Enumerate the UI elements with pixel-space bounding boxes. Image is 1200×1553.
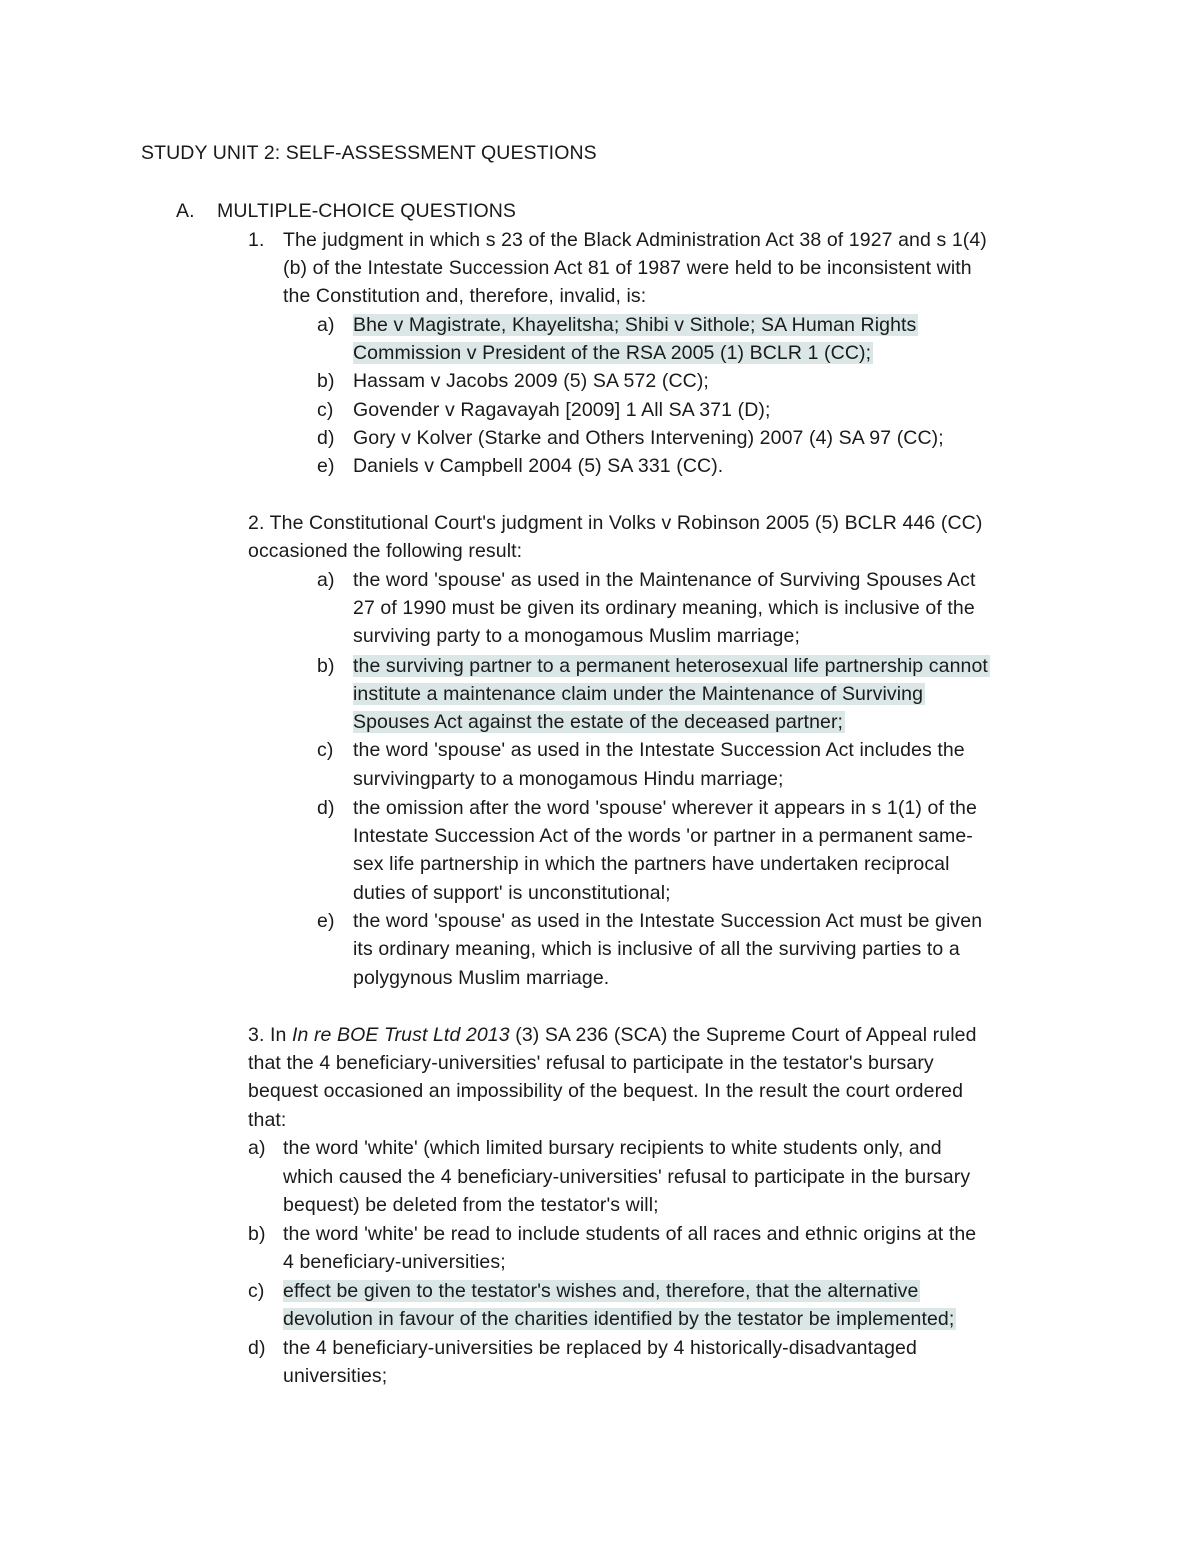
q1-option-a-line xyxy=(353,339,873,367)
q2-option-c-line: the word 'spouse' as used in the Intestate Succession Act includes the xyxy=(353,739,965,761)
q1-option-c-line: Govender v Ragavayah [2009] 1 All SA 371 (D); xyxy=(353,399,771,421)
q3-option-a-line: which caused the 4 beneficiary-universities' refusal to participate in the bursary xyxy=(283,1166,971,1188)
q2-option-d-line: the omission after the word 'spouse' wherever it appears in s 1(1) of the xyxy=(353,797,977,819)
q2-text-line: 2. The Constitutional Court's judgment in Volks v Robinson 2005 (5) BCLR 446 (CC) xyxy=(248,512,983,534)
q2-option-d-line: duties of support' is unconstitutional; xyxy=(353,882,671,904)
q3-option-a-line: the word 'white' (which limited bursary recipients to white students only, and xyxy=(283,1137,942,1159)
q3-text-line: bequest occasioned an impossibility of the bequest. In the result the court ordered xyxy=(248,1080,964,1102)
q3-prefix: 3. In xyxy=(248,1024,292,1046)
q3-option-b-marker: b) xyxy=(248,1223,266,1245)
page-title: STUDY UNIT 2: SELF-ASSESSMENT QUESTIONS xyxy=(141,142,597,164)
q2-option-a-marker: a) xyxy=(317,569,335,591)
q2-option-b-marker: b) xyxy=(317,655,335,677)
q3-option-a-line: bequest) be deleted from the testator's will; xyxy=(283,1194,659,1216)
section-marker: A. xyxy=(176,200,195,222)
q2-option-b-line xyxy=(353,652,990,680)
q1-option-a-line xyxy=(353,311,918,339)
q3-option-c-marker: c) xyxy=(248,1280,265,1302)
q3-text-line xyxy=(248,1021,977,1049)
q3-option-d-marker: d) xyxy=(248,1337,266,1359)
q1-option-c-marker: c) xyxy=(317,399,334,421)
q1-option-e-line: Daniels v Campbell 2004 (5) SA 331 (CC). xyxy=(353,455,724,477)
answer-highlight: effect be given to the testator's wishes and, therefore, that the alternative xyxy=(283,1280,919,1302)
q3-case-name: In re BOE Trust Ltd 2013 xyxy=(291,1024,510,1046)
answer-highlight: Bhe v Magistrate, Khayelitsha; Shibi v Sithole; SA Human Rights xyxy=(353,314,917,336)
q2-text-line: occasioned the following result: xyxy=(248,540,523,562)
q1-option-d-marker: d) xyxy=(317,427,335,449)
section-title: MULTIPLE-CHOICE QUESTIONS xyxy=(217,200,517,222)
q1-option-a-marker: a) xyxy=(317,314,335,336)
q2-option-a-line: the word 'spouse' as used in the Maintenance of Surviving Spouses Act xyxy=(353,569,976,591)
q1-text-line: (b) of the Intestate Succession Act 81 of 1987 were held to be inconsistent with xyxy=(283,257,972,279)
q2-option-b-line xyxy=(353,680,925,708)
answer-highlight: Commission v President of the RSA 2005 (1) BCLR 1 (CC); xyxy=(353,342,872,364)
q1-text-line: The judgment in which s 23 of the Black Administration Act 38 of 1927 and s 1(4) xyxy=(283,229,987,251)
q1-number: 1. xyxy=(248,229,265,251)
q1-option-b-line: Hassam v Jacobs 2009 (5) SA 572 (CC); xyxy=(353,370,709,392)
q3-option-d-line: universities; xyxy=(283,1365,388,1387)
q2-option-e-line: its ordinary meaning, which is inclusive of all the surviving parties to a xyxy=(353,938,960,960)
q2-option-e-line: the word 'spouse' as used in the Intestate Succession Act must be given xyxy=(353,910,983,932)
q1-option-e-marker: e) xyxy=(317,455,335,477)
answer-highlight: Spouses Act against the estate of the deceased partner; xyxy=(353,711,844,733)
answer-highlight: the surviving partner to a permanent heterosexual life partnership cannot xyxy=(353,655,988,677)
q3-option-c-line xyxy=(283,1305,956,1333)
q2-option-a-line: 27 of 1990 must be given its ordinary meaning, which is inclusive of the xyxy=(353,597,975,619)
q2-option-e-line: polygynous Muslim marriage. xyxy=(353,967,610,989)
q1-text-line: the Constitution and, therefore, invalid, is: xyxy=(283,285,647,307)
answer-highlight: devolution in favour of the charities identified by the testator be implemented; xyxy=(283,1308,955,1330)
q3-first-line-rest: (3) SA 236 (SCA) the Supreme Court of Appeal ruled xyxy=(509,1024,977,1046)
q3-option-d-line: the 4 beneficiary-universities be replaced by 4 historically-disadvantaged xyxy=(283,1337,917,1359)
answer-highlight: institute a maintenance claim under the Maintenance of Surviving xyxy=(353,683,924,705)
q2-option-e-marker: e) xyxy=(317,910,335,932)
q2-option-a-line: surviving party to a monogamous Muslim marriage; xyxy=(353,625,800,647)
q2-option-d-line: sex life partnership in which the partners have undertaken reciprocal xyxy=(353,853,950,875)
q3-option-b-line: 4 beneficiary-universities; xyxy=(283,1251,506,1273)
q3-text-line: that: xyxy=(248,1109,287,1131)
q2-option-d-line: Intestate Succession Act of the words 'or partner in a permanent same- xyxy=(353,825,973,847)
q2-option-c-marker: c) xyxy=(317,739,334,761)
q3-text-line: that the 4 beneficiary-universities' refusal to participate in the testator's bursary xyxy=(248,1052,934,1074)
q3-option-c-line xyxy=(283,1277,920,1305)
q1-option-d-line: Gory v Kolver (Starke and Others Intervening) 2007 (4) SA 97 (CC); xyxy=(353,427,944,449)
q3-option-a-marker: a) xyxy=(248,1137,266,1159)
q1-option-b-marker: b) xyxy=(317,370,335,392)
q2-option-b-line xyxy=(353,708,845,736)
q2-option-d-marker: d) xyxy=(317,797,335,819)
q3-option-b-line: the word 'white' be read to include students of all races and ethnic origins at the xyxy=(283,1223,977,1245)
q2-option-c-line: survivingparty to a monogamous Hindu marriage; xyxy=(353,768,784,790)
